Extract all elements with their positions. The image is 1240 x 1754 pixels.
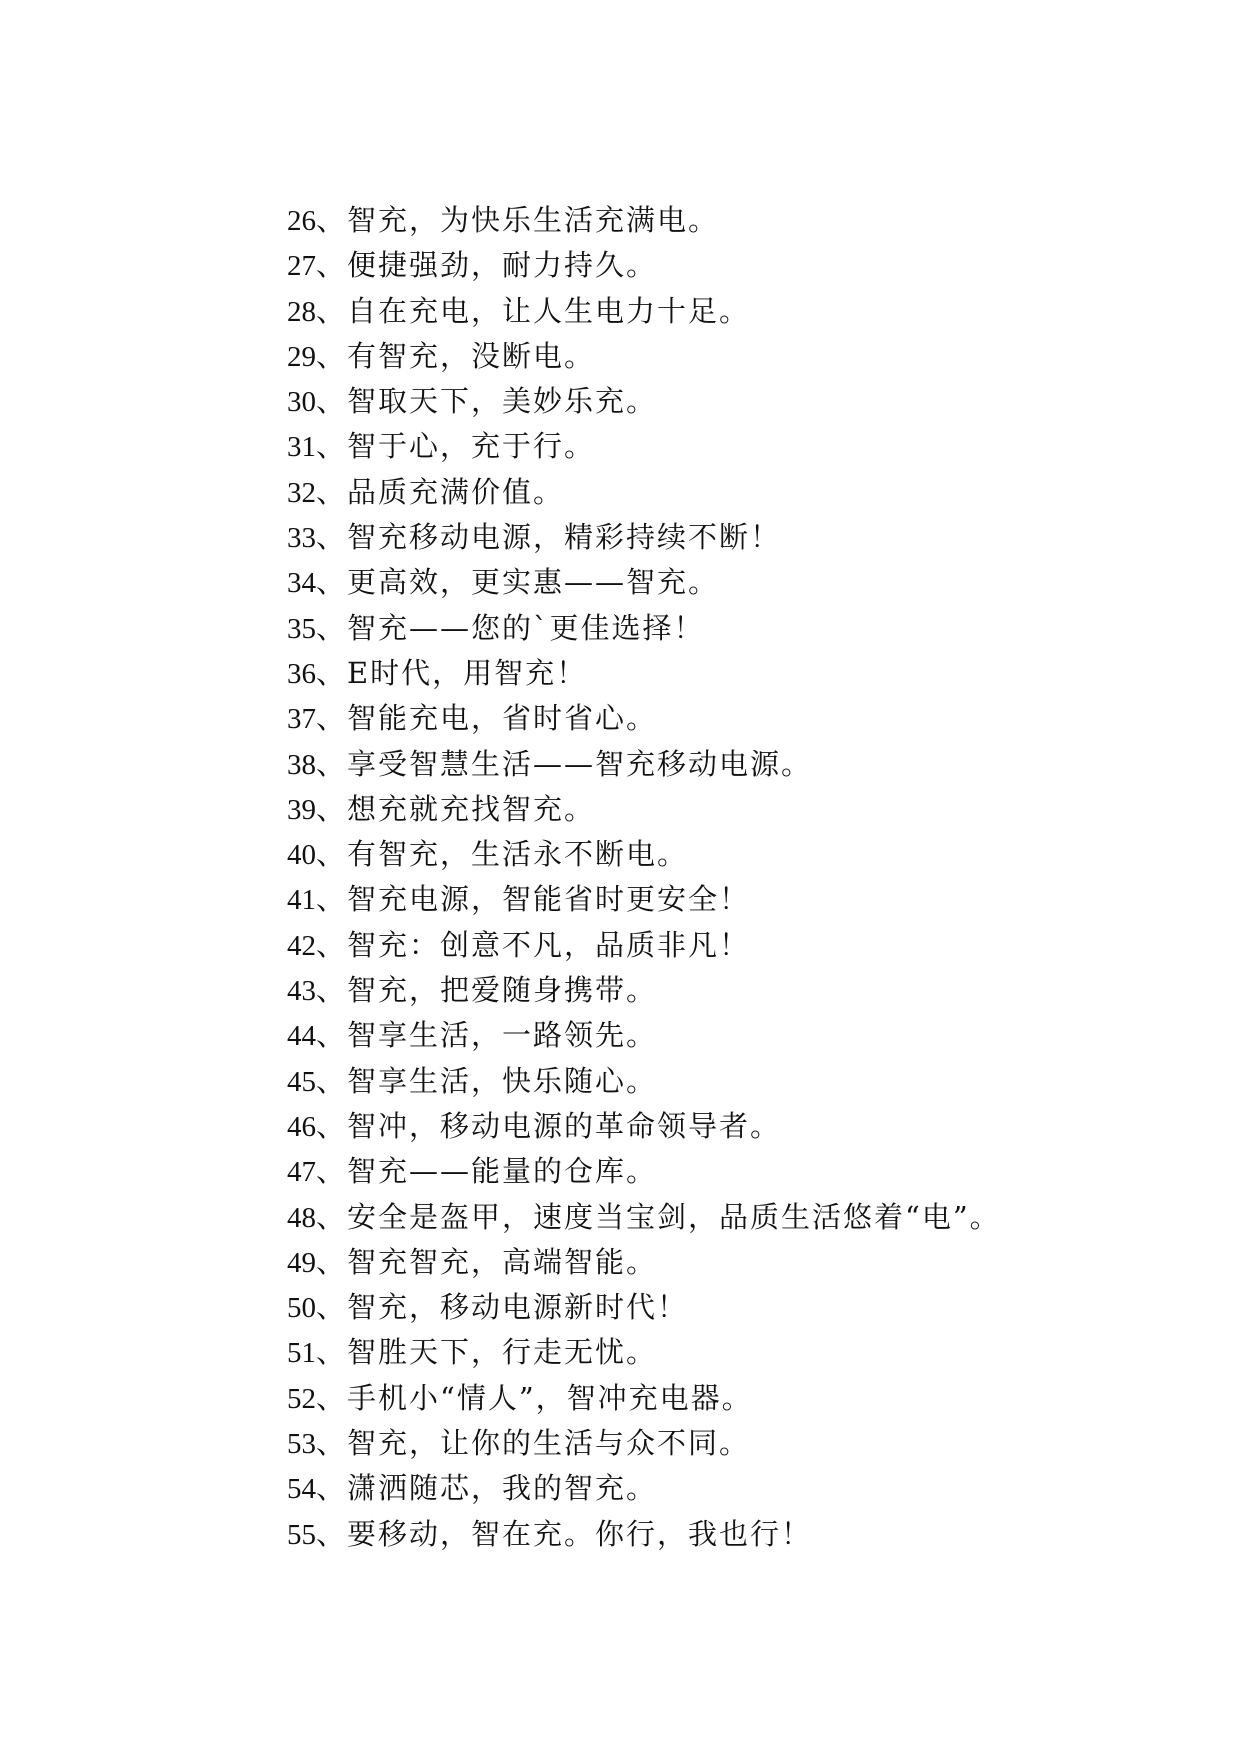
item-number: 32 (287, 476, 316, 509)
list-item (287, 243, 1001, 288)
item-number: 40 (287, 839, 316, 872)
item-text: 、便捷强劲，耐力持久。 (316, 248, 658, 283)
list-item (287, 424, 1001, 469)
list-item (287, 968, 1001, 1013)
item-text: 、智充电源，智能省时更安全！ (316, 882, 751, 917)
item-number: 28 (287, 295, 316, 328)
item-number: 30 (287, 386, 316, 419)
item-number: 37 (287, 703, 316, 736)
item-text: 、智充，移动电源新时代！ (316, 1290, 689, 1325)
item-text: 、E时代，用智充！ (316, 655, 588, 690)
item-number: 38 (287, 748, 316, 781)
list-item (287, 289, 1001, 334)
item-number: 34 (287, 567, 316, 600)
list-item (287, 696, 1001, 741)
item-number: 45 (287, 1065, 316, 1098)
list-item (287, 515, 1001, 560)
item-text: 、智于心，充于行。 (316, 429, 596, 464)
list-item (287, 1149, 1001, 1194)
item-text: 、手机小“情人”，智冲充电器。 (316, 1380, 753, 1415)
list-item (287, 1104, 1001, 1149)
list-item (287, 742, 1001, 787)
list-item (287, 1376, 1001, 1421)
item-text: 、想充就充找智充。 (316, 791, 596, 826)
list-item (287, 1466, 1001, 1511)
item-number: 43 (287, 975, 316, 1008)
list-item (287, 923, 1001, 968)
item-number: 53 (287, 1428, 316, 1461)
item-text: 、智充智充，高端智能。 (316, 1244, 658, 1279)
item-text: 、有智充，生活永不断电。 (316, 837, 689, 872)
item-text: 、智冲，移动电源的革命领导者。 (316, 1108, 782, 1143)
item-number: 44 (287, 1020, 316, 1053)
item-text: 、智充：创意不凡，品质非凡！ (316, 927, 751, 962)
list-item (287, 877, 1001, 922)
item-number: 39 (287, 793, 316, 826)
list-item (287, 1421, 1001, 1466)
list-item (287, 198, 1001, 243)
list-item (287, 651, 1001, 696)
item-text: 、品质充满价值。 (316, 474, 565, 509)
item-number: 51 (287, 1337, 316, 1370)
item-text: 、更高效，更实惠——智充。 (316, 565, 720, 600)
list-item (287, 1240, 1001, 1285)
item-text: 、潇洒随芯，我的智充。 (316, 1471, 658, 1506)
item-text: 、自在充电，让人生电力十足。 (316, 293, 751, 328)
list-item (287, 832, 1001, 877)
item-text: 、智取天下，美妙乐充。 (316, 384, 658, 419)
item-number: 52 (287, 1382, 316, 1415)
item-text: 、智享生活，一路领先。 (316, 1018, 658, 1053)
item-text: 、智充，让你的生活与众不同。 (316, 1426, 751, 1461)
item-text: 、智充——能量的仓库。 (316, 1154, 658, 1189)
list-item (287, 787, 1001, 832)
item-number: 36 (287, 657, 316, 690)
list-item (287, 1059, 1001, 1104)
item-number: 35 (287, 612, 316, 645)
item-text: 、要移动，智在充。你行，我也行！ (316, 1516, 813, 1551)
list-item (287, 560, 1001, 605)
item-number: 50 (287, 1292, 316, 1325)
item-number: 33 (287, 522, 316, 555)
item-text: 、智胜天下，行走无忧。 (316, 1335, 658, 1370)
list-item (287, 334, 1001, 379)
item-number: 55 (287, 1518, 316, 1551)
item-number: 31 (287, 431, 316, 464)
item-number: 46 (287, 1110, 316, 1143)
slogan-list (287, 198, 1001, 1557)
item-number: 42 (287, 929, 316, 962)
list-item (287, 1195, 1001, 1240)
item-number: 48 (287, 1201, 316, 1234)
item-number: 27 (287, 250, 316, 283)
list-item (287, 1330, 1001, 1375)
item-number: 26 (287, 205, 316, 237)
item-text: 、智充——您的`更佳选择！ (316, 610, 705, 645)
item-text: 、有智充，没断电。 (316, 338, 596, 373)
item-number: 49 (287, 1246, 316, 1279)
list-item (287, 1013, 1001, 1058)
item-text: 、智充，把爱随身携带。 (316, 973, 658, 1008)
list-item (287, 379, 1001, 424)
item-number: 54 (287, 1473, 316, 1506)
item-number: 29 (287, 340, 316, 373)
list-item (287, 1512, 1001, 1557)
list-item (287, 1285, 1001, 1330)
item-text: 、智充，为快乐生活充满电。 (316, 203, 720, 237)
item-number: 47 (287, 1156, 316, 1189)
item-text: 、享受智慧生活——智充移动电源。 (316, 746, 813, 781)
item-text: 、智充移动电源，精彩持续不断！ (316, 520, 782, 555)
list-item (287, 470, 1001, 515)
item-text: 、安全是盔甲，速度当宝剑，品质生活悠着“电”。 (316, 1199, 1001, 1234)
item-number: 41 (287, 884, 316, 917)
item-text: 、智享生活，快乐随心。 (316, 1063, 658, 1098)
list-item (287, 606, 1001, 651)
item-text: 、智能充电，省时省心。 (316, 701, 658, 736)
